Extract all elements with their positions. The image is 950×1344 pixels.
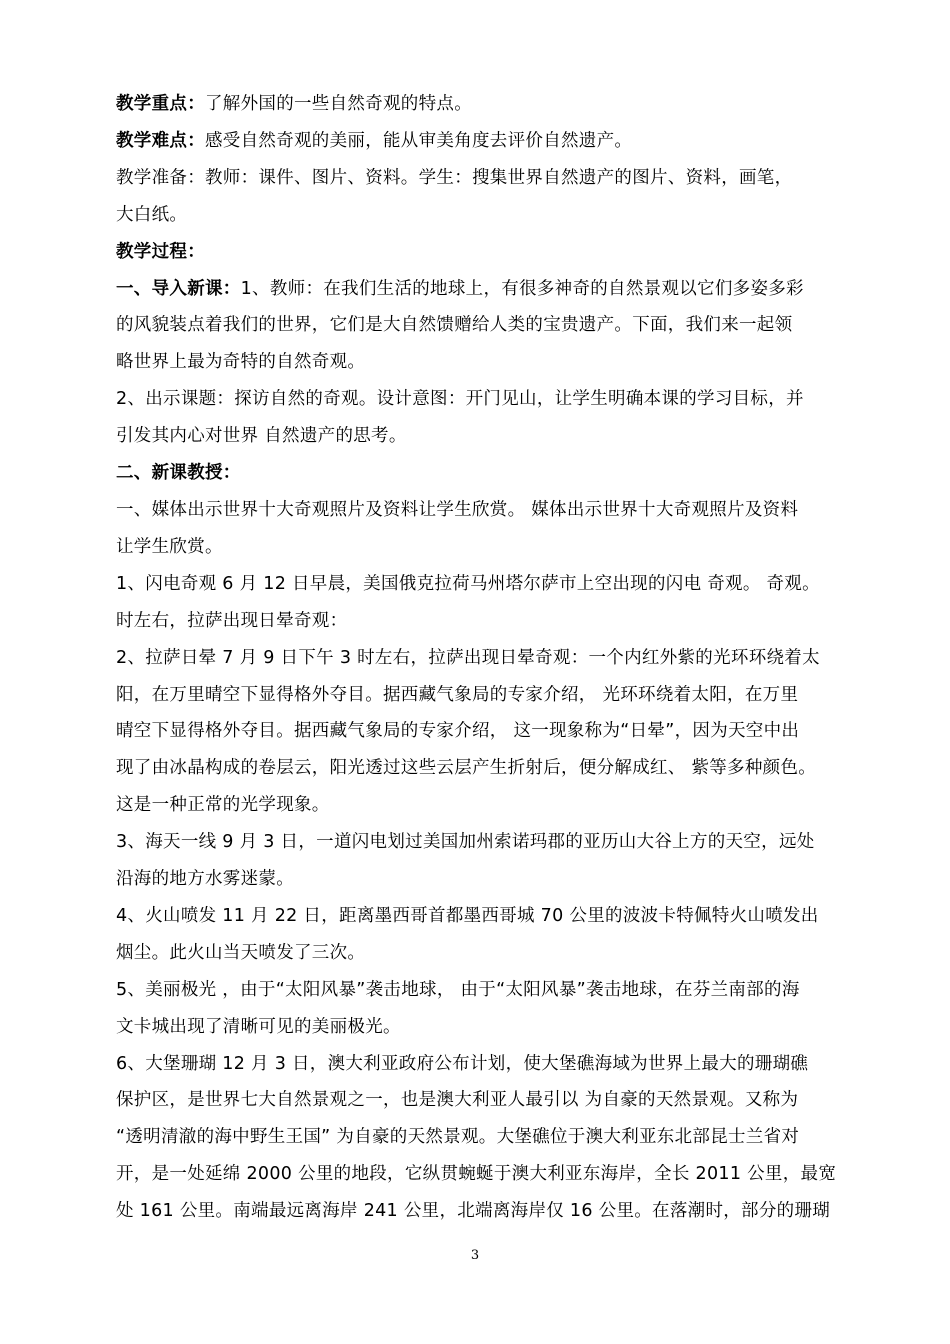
topic-line: 2、出示课题：探访自然的奇观。设计意图：开门见山，让学生明确本课的学习目标，并 xyxy=(116,389,804,410)
body-line: 4、火山喷发 11 月 22 日，距离墨西哥首都墨西哥城 70 公里的波波卡特佩特火山喷发出 xyxy=(116,905,819,926)
body-line: 时左右，拉萨出现日晕奇观： xyxy=(116,610,348,631)
intro-line xyxy=(116,271,866,308)
body-line: 现了由冰晶构成的卷层云，阳光透过这些云层产生折射后，便分解成红、 紫等多种颜色。 xyxy=(116,758,817,779)
body-line: 烟尘。此火山当天喷发了三次。 xyxy=(116,942,366,963)
teaching-prep-line: 大白纸。 xyxy=(116,204,188,225)
teaching-focus-label: 教学重点： xyxy=(116,94,205,114)
page-number: 3 xyxy=(470,1248,480,1263)
body-line: 5、美丽极光 ，由于“太阳风暴”袭击地球， 由于“太阳风暴”袭击地球，在芬兰南部的海 xyxy=(116,979,800,1000)
lesson-plan-text xyxy=(116,86,866,1230)
body-line: 文卡城出现了清晰可见的美丽极光。 xyxy=(116,1016,401,1037)
body-line: 让学生欣赏。 xyxy=(116,536,223,557)
body-line: 1、闪电奇观 6 月 12 日早晨，美国俄克拉荷马州塔尔萨市上空出现的闪电 奇观。 奇观。 xyxy=(116,573,820,594)
body-line: 阳，在万里晴空下显得格外夺目。据西藏气象局的专家介绍， 光环环绕着太阳，在万里 xyxy=(116,684,799,705)
body-line: 开，是一处延绵 2000 公里的地段，它纵贯蜿蜒于澳大利亚东海岸，全长 2011 公里，最宽 xyxy=(116,1164,837,1185)
process-heading: 教学过程： xyxy=(116,241,205,262)
intro-label: 一、导入新课： xyxy=(116,278,241,299)
teaching-focus xyxy=(116,86,866,123)
teaching-prep-line: 教学准备：教师：课件、图片、资料。学生：搜集世界自然遗产的图片、资料，画笔， xyxy=(116,167,793,188)
new-lesson-heading: 二、新课教授： xyxy=(116,463,241,484)
body-line: 晴空下显得格外夺目。据西藏气象局的专家介绍， 这一现象称为“日晕”，因为天空中出 xyxy=(116,721,800,742)
teaching-focus-text: 了解外国的一些自然奇观的特点。 xyxy=(205,94,472,114)
body-line: 沿海的地方水雾迷蒙。 xyxy=(116,869,294,890)
body-line: 处 161 公里。南端最远离海岸 241 公里，北端离海岸仅 16 公里。在落潮时，部分的珊瑚 xyxy=(116,1201,831,1222)
body-line: 这是一种正常的光学现象。 xyxy=(116,795,330,816)
body-line: 6、大堡珊瑚 12 月 3 日，澳大利亚政府公布计划，使大堡礁海域为世界上最大的珊瑚礁 xyxy=(116,1053,809,1074)
intro-line: 的风貌装点着我们的世界，它们是大自然馈赠给人类的宝贵遗产。下面，我们来一起领 xyxy=(116,315,793,336)
teaching-difficulty-text: 感受自然奇观的美丽，能从审美角度去评价自然遗产。 xyxy=(205,130,633,151)
body-line: “透明清澈的海中野生王国” 为自豪的天然景观。大堡礁位于澳大利亚东北部昆士兰省对 xyxy=(116,1127,800,1148)
body-line: 保护区，是世界七大自然景观之一，也是澳大利亚人最引以 为自豪的天然景观。又称为 xyxy=(116,1090,799,1111)
teaching-difficulty-label: 教学难点： xyxy=(116,130,205,151)
intro-line: 略世界上最为奇特的自然奇观。 xyxy=(116,352,366,373)
body-line: 2、拉萨日晕 7 月 9 日下午 3 时左右，拉萨出现日晕奇观：一个内红外紫的光环环绕着太 xyxy=(116,647,820,668)
intro-text: 1、教师：在我们生活的地球上，有很多神奇的自然景观以它们多姿多彩 xyxy=(240,278,804,299)
topic-line: 引发其内心对世界 自然遗产的思考。 xyxy=(116,426,407,447)
body-line: 3、海天一线 9 月 3 日，一道闪电划过美国加州索诺玛郡的亚历山大谷上方的天空，远处 xyxy=(116,832,815,853)
teaching-difficulty xyxy=(116,123,866,160)
body-line: 一、媒体出示世界十大奇观照片及资料让学生欣赏。 媒体出示世界十大奇观照片及资料 xyxy=(116,499,799,520)
